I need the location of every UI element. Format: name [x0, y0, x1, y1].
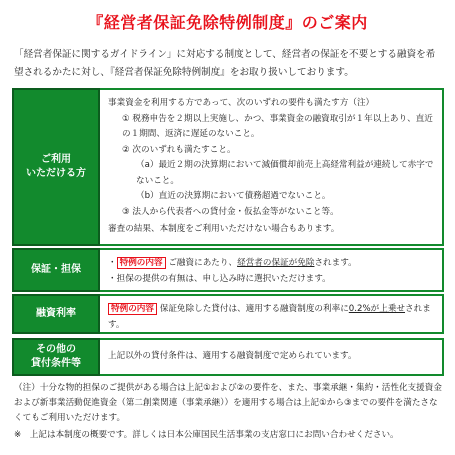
eligibility-content [100, 88, 444, 246]
guarantee-label: 保証・担保 [12, 248, 100, 292]
eligibility-item-3: ③ 法人から代表者への貸付金・仮払金等がないこと等。 [122, 206, 339, 217]
eligibility-item-1: ① 税務申告を２期以上実施し、かつ、事業資金の融資取引が１年以上あり、直近の１期間、返済に遅延のないこと。 [122, 113, 433, 139]
guarantee-content [100, 248, 444, 292]
footnote-1: （注）十分な物的担保のご提供がある場合は上記①および②の要件を、また、事業承継・集約・活性化支援資金および新事業活動促進資金（第二創業関連（事業承継））を適用する場合は上記①から③までの要件を満たさなくてもご利用いただけます。 [14, 383, 442, 423]
eligibility-label-line2: いただける方 [26, 168, 86, 179]
guarantee-line-1: ・ 特例の内容 ご融資にあたり、経営者の保証が免除されます。 [108, 258, 357, 268]
eligibility-label-line1: ご利用 [41, 154, 71, 165]
rate-surcharge-text: 0.2%が上乗せ [348, 304, 406, 314]
special-feature-badge: 特例の内容 [108, 303, 157, 315]
page-title: 『経営者保証免除特例制度』のご案内 [87, 13, 368, 32]
guarantee-row [12, 248, 444, 292]
eligibility-footer: 審査の結果、本制度をご利用いただけない場合もあります。 [108, 224, 340, 234]
eligibility-item-2b: （b）直近の決算期において債務超過でないこと。 [136, 191, 331, 201]
eligibility-lead: 事業資金を利用する方であって、次のいずれの要件も満たす方（注） [108, 98, 375, 108]
footnote-2: ※ 上記は本制度の概要です。詳しくは日本公庫国民生活事業の支店窓口にお問い合わせください。 [14, 430, 399, 440]
guarantee-line-2: ・担保の提供の有無は、申し込み時に選択いただけます。 [108, 273, 331, 284]
rate-text-b: されます。 [108, 304, 431, 330]
eligibility-label [12, 88, 100, 246]
other-label [12, 338, 100, 376]
other-text: 上記以外の貸付条件は、適用する融資制度で定められています。 [108, 351, 357, 362]
rate-text-a: 保証免除した貸付は、適用する融資制度の利率に [159, 304, 349, 314]
other-content [100, 338, 444, 376]
guarantee-exemption-text: 経営者の保証が免除 [237, 258, 315, 268]
special-feature-badge: 特例の内容 [117, 257, 166, 269]
eligibility-row [12, 88, 444, 246]
guarantee-text-a: ご融資にあたり、 [168, 258, 238, 268]
intro-text: 「経営者保証に関するガイドライン」に対応する制度として、経営者の保証を不要とする融資を希望されるかたに対し、『経営者保証免除特例制度』をお取り扱いしております。 [14, 49, 436, 78]
eligibility-item-2a: （a）最近２期の決算期において減価償却前売上高経常利益が連続して赤字でないこと。 [136, 160, 434, 186]
rate-content [100, 294, 444, 334]
rate-row [12, 294, 444, 334]
rate-label: 融資利率 [12, 294, 100, 334]
guarantee-text-b: されます。 [314, 258, 357, 268]
eligibility-item-2: ② 次のいずれも満たすこと。 [122, 144, 236, 155]
other-label-line1: その他の [36, 344, 76, 355]
other-label-line2: 貸付条件等 [31, 358, 81, 369]
other-row [12, 338, 444, 376]
